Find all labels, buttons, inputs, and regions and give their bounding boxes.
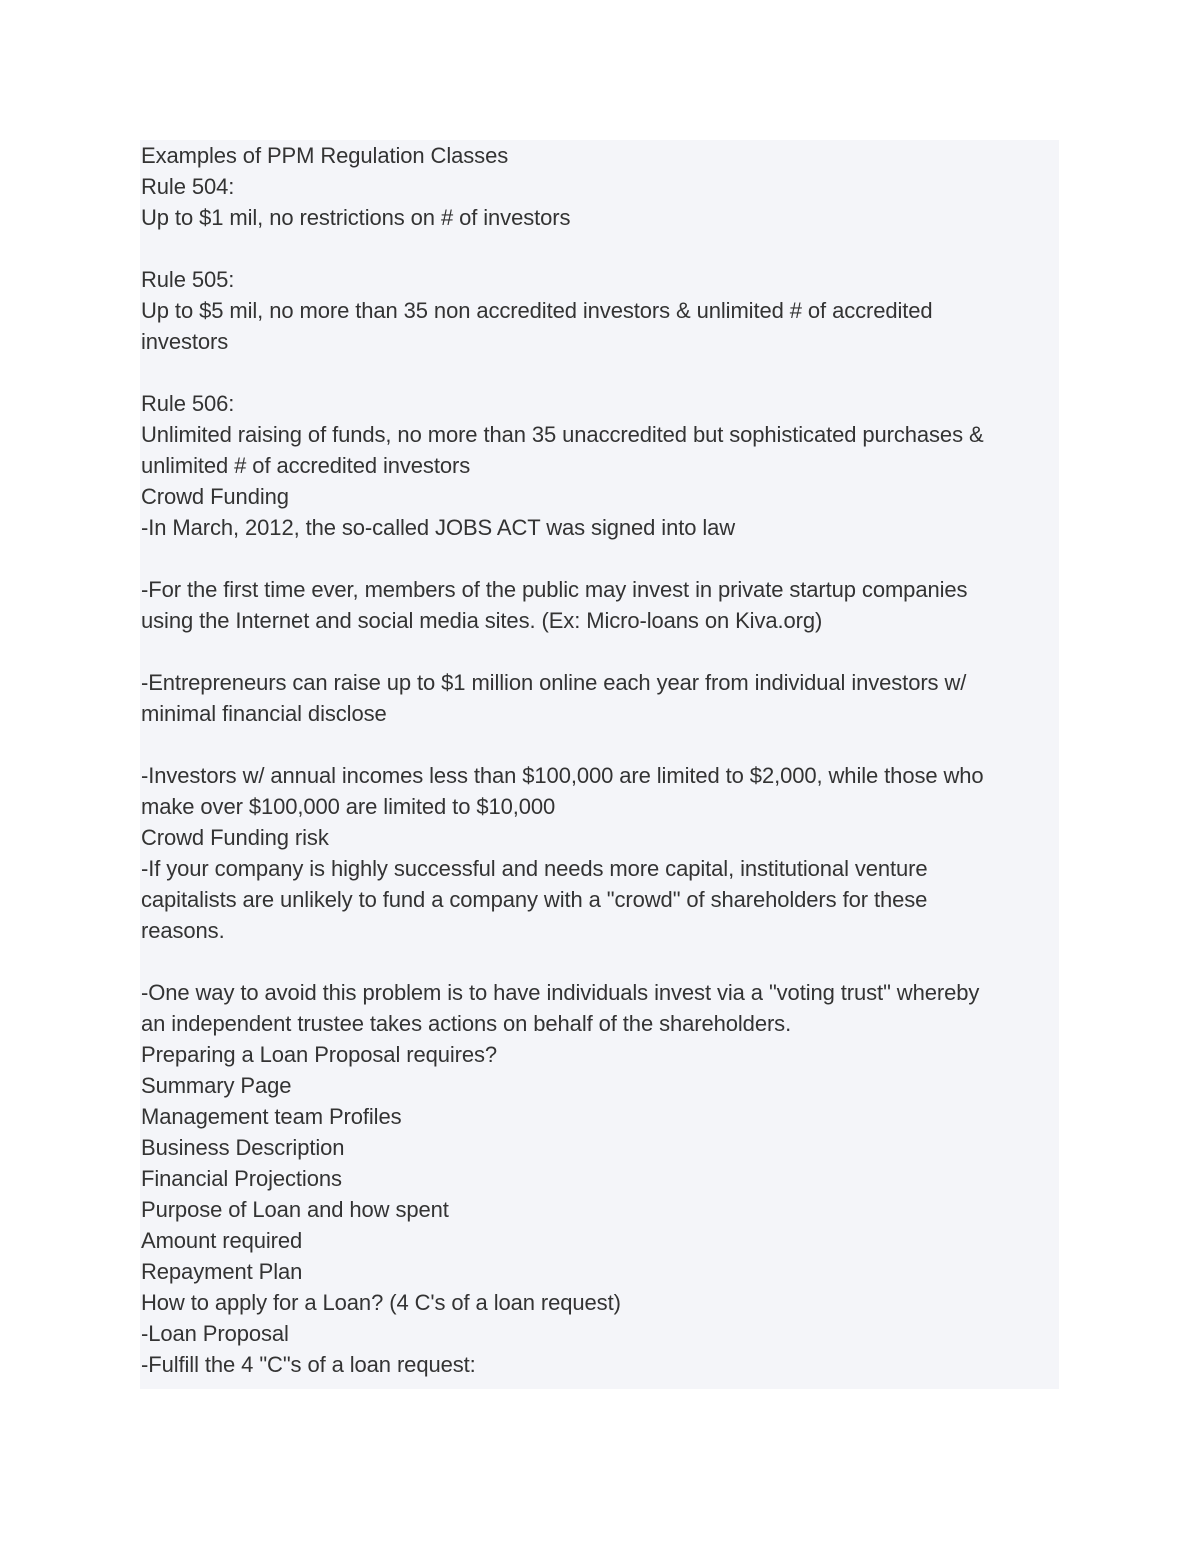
list-item-management-team: Management team Profiles (141, 1104, 402, 1129)
first-time-text-line-2: using the Internet and social media sites. (Ex: Micro-loans on Kiva.org) (141, 608, 823, 633)
entrepreneurs-text-line-2: minimal financial disclose (141, 701, 387, 726)
rule-505-text-line-2: investors (141, 329, 229, 354)
risk-text-line-1: -If your company is highly successful and needs more capital, institutional venture (141, 856, 928, 881)
rule-506-label: Rule 506: (141, 391, 235, 416)
list-item-purpose-of-loan: Purpose of Loan and how spent (141, 1197, 449, 1222)
note-body (140, 140, 1059, 1380)
rule-506-text-line-2: unlimited # of accredited investors (141, 453, 471, 478)
loan-proposal-heading: Preparing a Loan Proposal requires? (141, 1042, 498, 1067)
investors-limit-text-line-2: make over $100,000 are limited to $10,000 (141, 794, 556, 819)
rule-505-text-line-1: Up to $5 mil, no more than 35 non accredited investors & unlimited # of accredited (141, 298, 933, 323)
note-text-block (140, 140, 1059, 1389)
risk-text-line-2: capitalists are unlikely to fund a company with a "crowd" of shareholders for these (141, 887, 928, 912)
investors-limit-text-line-1: -Investors w/ annual incomes less than $100,000 are limited to $2,000, while those who (141, 763, 984, 788)
crowd-funding-heading: Crowd Funding (141, 484, 289, 509)
fulfill-4cs-item: -Fulfill the 4 "C"s of a loan request: (141, 1352, 476, 1377)
voting-trust-text-line-2: an independent trustee takes actions on behalf of the shareholders. (141, 1011, 792, 1036)
list-item-business-description: Business Description (141, 1135, 345, 1160)
loan-proposal-item: -Loan Proposal (141, 1321, 289, 1346)
entrepreneurs-text-line-1: -Entrepreneurs can raise up to $1 million online each year from individual investors w/ (141, 670, 967, 695)
rule-504-label: Rule 504: (141, 174, 235, 199)
voting-trust-text-line-1: -One way to avoid this problem is to have individuals invest via a "voting trust" whereby (141, 980, 980, 1005)
first-time-text-line-1: -For the first time ever, members of the public may invest in private startup companies (141, 577, 968, 602)
heading-ppm-regulation-classes: Examples of PPM Regulation Classes (141, 143, 509, 168)
rule-505-label: Rule 505: (141, 267, 235, 292)
rule-506-text-line-1: Unlimited raising of funds, no more than 35 unaccredited but sophisticated purchases & (141, 422, 984, 447)
list-item-summary-page: Summary Page (141, 1073, 292, 1098)
blank-line (141, 636, 1059, 667)
risk-text-line-3: reasons. (141, 918, 225, 943)
list-item-financial-projections: Financial Projections (141, 1166, 342, 1191)
list-item-amount-required: Amount required (141, 1228, 303, 1253)
list-item-repayment-plan: Repayment Plan (141, 1259, 303, 1284)
rule-504-text: Up to $1 mil, no restrictions on # of investors (141, 205, 571, 230)
blank-line (141, 357, 1059, 388)
jobs-act-text: -In March, 2012, the so-called JOBS ACT was signed into law (141, 515, 736, 540)
blank-line (141, 543, 1059, 574)
crowd-funding-risk-heading: Crowd Funding risk (141, 825, 329, 850)
apply-for-loan-heading: How to apply for a Loan? (4 C's of a loan request) (141, 1290, 621, 1315)
blank-line (141, 233, 1059, 264)
blank-line (141, 729, 1059, 760)
blank-line (141, 946, 1059, 977)
